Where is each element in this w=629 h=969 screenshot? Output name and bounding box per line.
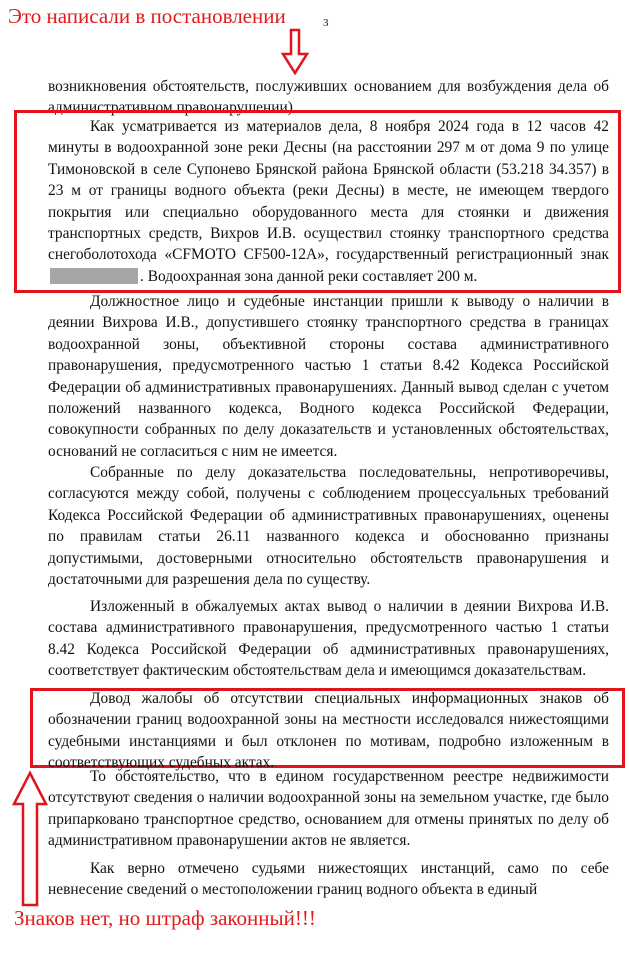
paragraph-1-text: возникновения обстоятельств, послуживших основанием для возбуждения дела об административном правонарушении). xyxy=(48,78,609,117)
page-number: 3 xyxy=(323,17,329,29)
paragraph-2-tail: . Водоохранная зона данной реки составляет 200 м. xyxy=(140,267,478,285)
paragraph-final xyxy=(48,858,609,901)
paragraph-4-text: Собранные по делу доказательства последовательны, непротиворечивы, согласуются между собой, получены с соблюдением процессуальных требований Кодекса Российской Федерации об административных правонарушениях, оценены по правилам статьи 26.11 названного кодекса и обоснованно признаны допустимыми, достоверными относительно обстоятельств правонарушения и достаточными для разрешения дела по существу. xyxy=(48,464,609,589)
paragraph-findings xyxy=(48,596,609,682)
redacted-plate-number xyxy=(50,268,138,284)
paragraph-evidence xyxy=(48,462,609,590)
paragraph-7-text: То обстоятельство, что в едином государственном реестре недвижимости отсутствуют сведения о наличии водоохранной зоны на земельном участке, где было припарковано транспортное средство, основанием для отмены принятых по делу об административном правонарушении актов не является. xyxy=(48,768,609,850)
up-arrow-icon xyxy=(10,770,50,910)
paragraph-5-text: Изложенный в обжалуемых актах вывод о наличии в деянии Вихрова И.В. состава административного правонарушения, предусмотренного частью 1 статьи 8.42 Кодекса Российской Федерации об административных правонарушениях, соответствует фактическим обстоятельствам дела и имеющимся доказательствам. xyxy=(48,598,609,680)
paragraph-8-text: Как верно отмечено судьями нижестоящих инстанций, само по себе невнесение сведений о местоположении границ водного объекта в единый xyxy=(48,860,609,899)
paragraph-3-text: Должностное лицо и судебные инстанции пришли к выводу о наличии в деянии Вихрова И.В., допустившего стоянку транспортного средства в границах водоохранной зоны, объективной стороны состава административного правонарушения, предусмотренного частью 1 статьи 8.42 Кодекса Российской Федерации об административных правонарушениях. Данный вывод сделан с учетом положений названного кодекса, Водного кодекса Российской Федерации, совокупности собранных по делу доказательств и установленных обстоятельствах, оснований не согласиться с ним не имеется. xyxy=(48,293,609,460)
paragraph-conclusion xyxy=(48,291,609,462)
top-annotation-caption: Это написали в постановлении xyxy=(8,4,286,28)
bottom-annotation-caption: Знаков нет, но штраф законный!!! xyxy=(14,906,316,930)
paragraph-registry xyxy=(48,766,609,852)
paragraph-2-text: Как усматривается из материалов дела, 8 ноября 2024 года в 12 часов 42 минуты в водоохранной зоне реки Десны (на расстоянии 297 м от дома 9 по улице Тимоновской в селе Супонево Брянской района Брянской области (53.218 34.357) в 23 м от границы водного объекта (реки Десны) в месте, не имеющем твердого покрытия или специально оборудованного места для стоянки и движения транспортных средств, Вихров И.В. осуществил стоянку транспортного средства снегоболотохода «CFMOTO CF500-12A», государственный регистрационный знак xyxy=(48,118,609,264)
paragraph-facts xyxy=(48,116,609,287)
paragraph-signs-argument xyxy=(48,688,609,774)
paragraph-6-text: Довод жалобы об отсутствии специальных информационных знаков об обозначении границ водоохранной зоны на местности исследовался нижестоящими судебными инстанциями и был отклонен по мотивам, подробно изложенным в соответствующих судебных актах. xyxy=(48,690,609,772)
down-arrow-icon xyxy=(280,28,310,76)
